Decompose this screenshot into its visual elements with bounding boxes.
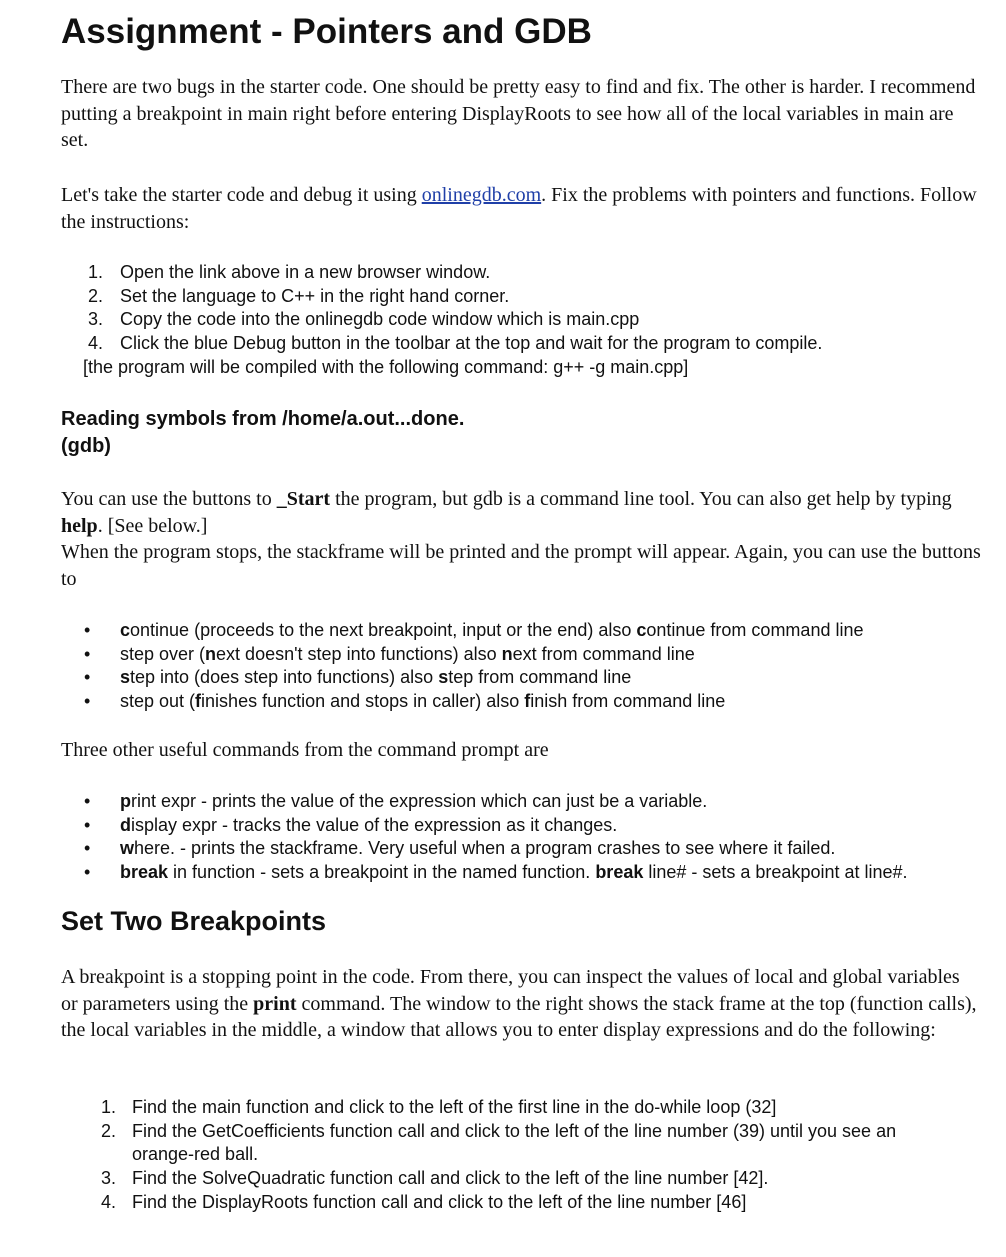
breakpoints-paragraph: A breakpoint is a stopping point in the code. From there, you can inspect the values of local and global variables or parameters using the print command. The window to the right shows the stack frame at the top (function calls), the local variables in the middle, a window that allows you to enter display expressions and do the following: [61,966,977,1041]
list-item: • step into (does step into functions) also step from command line [84,667,632,688]
list-item: • print expr - prints the value of the expression which can just be a variable. [84,791,708,811]
section-title-breakpoints: Set Two Breakpoints [61,906,327,936]
buttons-bullet-list [61,619,863,714]
gdb-output [61,406,464,460]
compile-note: [the program will be compiled with the following command: g++ -g main.cpp] [83,356,689,377]
list-item: • where. - prints the stackframe. Very useful when a program crashes to see where it failed. [84,838,836,859]
list-item: • break in function - sets a breakpoint in the named function. break line# - sets a breakpoint at line#. [84,862,908,883]
list-item: • step over (next doesn't step into functions) also next from command line [84,643,695,664]
debug-intro-before: Let's take the starter code and debug it using [61,184,422,206]
breakpoint-steps [96,1096,896,1215]
instruction-steps [83,261,822,380]
list-item: 4. Find the DisplayRoots function call and click to the left of the line number [46] [100,1191,747,1212]
buttons-paragraph: You can use the buttons to _Start the program, but gdb is a command line tool. You can also get help by typing help. [See below.] When the program stops, the stackframe will be printed and the prompt will appear. Again, you can use the buttons to [61,488,981,590]
list-item: 2. Set the language to C++ in the right hand corner. [87,285,510,306]
list-item: 3. Find the SolveQuadratic function call and click to the left of the line number [42]. [100,1168,769,1189]
list-item: • display expr - tracks the value of the expression as it changes. [84,814,618,835]
intro-paragraph: There are two bugs in the starter code. One should be pretty easy to find and fix. The other is harder. I recommend putting a breakpoint in main right before entering DisplayRoots to see how all of the local variables in main are set. [61,76,976,151]
list-item: • continue (proceeds to the next breakpoint, input or the end) also continue from command line [84,620,864,640]
list-item: • step out (finishes function and stops in caller) also finish from command line [84,691,726,712]
list-item: 2. Find the GetCoefficients function call and click to the left of the line number (39) until you see an [100,1120,897,1141]
list-item: 3. Copy the code into the onlinegdb code window which is main.cpp [87,309,640,330]
gdb-output-line-1: Reading symbols from /home/a.out...done. [61,408,465,430]
list-item: 4. Click the blue Debug button in the toolbar at the top and wait for the program to compile. [87,333,823,354]
list-item: 1. Find the main function and click to the left of the first line in the do-while loop (32] [100,1097,777,1117]
commands-intro: Three other useful commands from the command prompt are [61,739,549,761]
page-title: Assignment - Pointers and GDB [61,12,592,51]
list-item-continuation: orange-red ball. [132,1144,259,1165]
gdb-prompt: (gdb) [61,435,111,457]
debug-intro-paragraph [61,182,981,235]
commands-bullet-list [61,790,908,885]
list-item: 1. Open the link above in a new browser window. [87,262,491,282]
debug-intro-after: . Fix the problems with pointers and functions. Follow the instructions: [61,184,977,233]
onlinegdb-link[interactable]: onlinegdb.com [421,184,542,206]
